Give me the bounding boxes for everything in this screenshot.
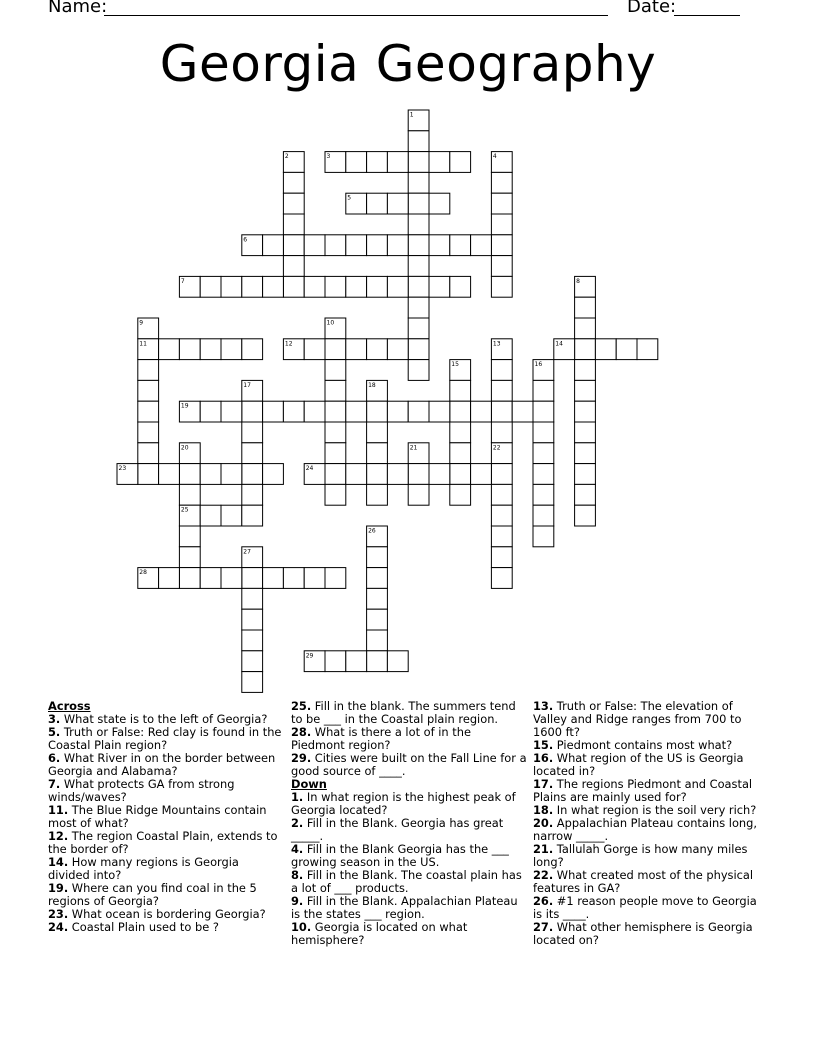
- grid-cell[interactable]: [159, 568, 180, 589]
- clue-item: [533, 700, 769, 739]
- clue-number: 20: [180, 444, 189, 452]
- grid-cell[interactable]: [575, 443, 596, 464]
- clue-number: 17: [243, 381, 251, 389]
- grid-cell[interactable]: [325, 464, 346, 485]
- clue-number: 19: [180, 402, 189, 410]
- clue-item-number: 25.: [291, 699, 312, 713]
- grid-cell[interactable]: [533, 464, 554, 485]
- grid-cell[interactable]: [450, 464, 471, 485]
- clue-item: [291, 869, 527, 895]
- grid-cell[interactable]: [325, 339, 346, 360]
- grid-cell[interactable]: [179, 484, 200, 505]
- grid-cell[interactable]: [200, 339, 221, 360]
- clue-item-number: 22.: [533, 868, 554, 882]
- grid-cell[interactable]: [408, 256, 429, 277]
- clue-item: [533, 895, 769, 921]
- grid-cell[interactable]: [533, 401, 554, 422]
- clue-number: 2: [284, 153, 289, 161]
- clue-item-number: 5.: [48, 725, 61, 739]
- grid-cell[interactable]: [138, 422, 159, 443]
- grid-cell[interactable]: [138, 401, 159, 422]
- clue-item: [291, 843, 527, 869]
- grid-cell[interactable]: [242, 651, 263, 672]
- grid-cell[interactable]: [242, 464, 263, 485]
- down-heading: Down: [291, 777, 327, 791]
- grid-cell[interactable]: [367, 547, 388, 568]
- grid-cell[interactable]: [367, 588, 388, 609]
- clue-item-text: Truth or False: The elevation of Valley and Ridge ranges from 700 to 1600 ft?: [533, 699, 742, 739]
- grid-cell[interactable]: [429, 464, 450, 485]
- clue-item-text: Fill in the Blank. The coastal plain has a lot of ___ products.: [291, 868, 522, 895]
- grid-cell[interactable]: [283, 235, 304, 256]
- clue-item-number: 9.: [291, 894, 304, 908]
- clue-number: 8: [576, 277, 580, 285]
- grid-cell[interactable]: [138, 380, 159, 401]
- grid-cell[interactable]: [283, 568, 304, 589]
- grid-cell[interactable]: [491, 193, 512, 214]
- across-heading: Across: [48, 699, 91, 713]
- grid-cell[interactable]: [491, 172, 512, 193]
- clue-number: 3: [326, 153, 331, 161]
- clue-item-number: 7.: [48, 777, 61, 791]
- clue-number: 7: [180, 277, 185, 285]
- grid-cell[interactable]: [367, 568, 388, 589]
- grid-cell[interactable]: [179, 568, 200, 589]
- grid-cell[interactable]: [491, 256, 512, 277]
- grid-cell[interactable]: [491, 526, 512, 547]
- grid-cell[interactable]: [325, 568, 346, 589]
- grid-cell[interactable]: [304, 568, 325, 589]
- grid-cell[interactable]: [575, 401, 596, 422]
- grid-cell[interactable]: [533, 505, 554, 526]
- grid-cell[interactable]: [325, 422, 346, 443]
- clue-item: [533, 921, 769, 947]
- clue-item-text: What other hemisphere is Georgia located on?: [533, 920, 753, 947]
- clue-number: 18: [368, 381, 376, 389]
- grid-cell[interactable]: [367, 484, 388, 505]
- grid-cell[interactable]: [283, 214, 304, 235]
- grid-cell[interactable]: [283, 193, 304, 214]
- grid-cell[interactable]: [283, 401, 304, 422]
- clue-item-number: 19.: [48, 881, 69, 895]
- clue-number: 14: [555, 340, 563, 348]
- clue-item: [48, 804, 284, 830]
- grid-cell[interactable]: [325, 235, 346, 256]
- clue-item-number: 27.: [533, 920, 554, 934]
- grid-cell[interactable]: [491, 360, 512, 381]
- clue-item-text: Tallulah Gorge is how many miles long?: [533, 842, 748, 869]
- grid-cell[interactable]: [408, 401, 429, 422]
- grid-cell[interactable]: [408, 464, 429, 485]
- grid-cell[interactable]: [221, 568, 242, 589]
- grid-cell[interactable]: [408, 360, 429, 381]
- grid-cell[interactable]: [221, 401, 242, 422]
- clue-item-text: Where can you find coal in the 5 regions of Georgia?: [48, 881, 257, 908]
- grid-cell[interactable]: [242, 484, 263, 505]
- clue-number: 9: [139, 319, 144, 327]
- grid-cell[interactable]: [200, 276, 221, 297]
- grid-cell[interactable]: [408, 235, 429, 256]
- grid-cell[interactable]: [637, 339, 658, 360]
- grid-cell[interactable]: [242, 443, 263, 464]
- grid-cell[interactable]: [471, 464, 492, 485]
- grid-cell[interactable]: [200, 505, 221, 526]
- grid-cell[interactable]: [179, 526, 200, 547]
- grid-cell[interactable]: [242, 630, 263, 651]
- grid-cell[interactable]: [179, 464, 200, 485]
- grid-cell[interactable]: [304, 235, 325, 256]
- grid-cell[interactable]: [242, 276, 263, 297]
- clue-column-1: [48, 700, 284, 934]
- grid-cell[interactable]: [387, 193, 408, 214]
- clue-item-number: 29.: [291, 751, 312, 765]
- grid-cell[interactable]: [304, 339, 325, 360]
- grid-cell[interactable]: [450, 380, 471, 401]
- clue-item-text: Truth or False: Red clay is found in the Coastal Plain region?: [48, 725, 282, 752]
- grid-cell[interactable]: [408, 318, 429, 339]
- grid-cell[interactable]: [221, 276, 242, 297]
- grid-cell[interactable]: [367, 152, 388, 173]
- clue-item-number: 28.: [291, 725, 312, 739]
- grid-cell[interactable]: [491, 464, 512, 485]
- clue-number: 13: [492, 340, 501, 348]
- grid-cell[interactable]: [325, 484, 346, 505]
- clue-item: [533, 752, 769, 778]
- grid-cell[interactable]: [387, 276, 408, 297]
- grid-cell[interactable]: [346, 235, 367, 256]
- grid-cell[interactable]: [200, 401, 221, 422]
- grid-cell[interactable]: [304, 276, 325, 297]
- clue-item-number: 3.: [48, 712, 61, 726]
- grid-cell[interactable]: [159, 339, 180, 360]
- grid-cell[interactable]: [367, 401, 388, 422]
- clue-item-number: 18.: [533, 803, 554, 817]
- clue-item-number: 11.: [48, 803, 69, 817]
- clue-item: [291, 700, 527, 726]
- clue-number: 1: [409, 111, 414, 119]
- clue-item: [48, 752, 284, 778]
- grid-cell[interactable]: [491, 568, 512, 589]
- grid-cell[interactable]: [533, 443, 554, 464]
- clue-item-text: #1 reason people move to Georgia is its ____.: [533, 894, 757, 921]
- grid-cell[interactable]: [450, 401, 471, 422]
- grid-cell[interactable]: [491, 235, 512, 256]
- clue-item-number: 17.: [533, 777, 554, 791]
- grid-cell[interactable]: [491, 505, 512, 526]
- grid-cell[interactable]: [387, 464, 408, 485]
- grid-cell[interactable]: [263, 568, 284, 589]
- grid-cell[interactable]: [408, 214, 429, 235]
- grid-cell[interactable]: [533, 422, 554, 443]
- clue-item-text: In what region is the soil very rich?: [553, 803, 757, 817]
- clue-item-number: 15.: [533, 738, 554, 752]
- clue-item-text: Piedmont contains most what?: [553, 738, 733, 752]
- clue-number: 10: [326, 319, 335, 327]
- grid-cell[interactable]: [450, 276, 471, 297]
- grid-cell[interactable]: [367, 422, 388, 443]
- clue-item-text: Fill in the Blank Georgia has the ___ growing season in the US.: [291, 842, 509, 869]
- grid-cell[interactable]: [450, 152, 471, 173]
- clue-item-number: 13.: [533, 699, 554, 713]
- grid-cell[interactable]: [138, 464, 159, 485]
- clue-item-number: 8.: [291, 868, 304, 882]
- clue-number: 24: [305, 465, 314, 473]
- clue-item-number: 24.: [48, 920, 69, 934]
- grid-cell[interactable]: [242, 422, 263, 443]
- grid-cell[interactable]: [408, 193, 429, 214]
- grid-cell[interactable]: [325, 276, 346, 297]
- grid-cell[interactable]: [221, 464, 242, 485]
- grid-cell[interactable]: [242, 568, 263, 589]
- clue-item-number: 16.: [533, 751, 554, 765]
- clue-number: 23: [118, 465, 127, 473]
- grid-cell[interactable]: [408, 297, 429, 318]
- grid-cell[interactable]: [387, 401, 408, 422]
- clue-number: 29: [305, 652, 314, 660]
- grid-cell[interactable]: [138, 443, 159, 464]
- grid-cell[interactable]: [263, 235, 284, 256]
- grid-cell[interactable]: [242, 339, 263, 360]
- clue-number: 27: [243, 548, 251, 556]
- grid-cell[interactable]: [429, 276, 450, 297]
- clue-number: 21: [409, 444, 418, 452]
- clue-number: 5: [347, 194, 352, 202]
- clue-item-text: What ocean is bordering Georgia?: [68, 907, 266, 921]
- date-label: Date:: [627, 0, 677, 17]
- grid-cell[interactable]: [491, 276, 512, 297]
- grid-cell[interactable]: [367, 193, 388, 214]
- clue-number: 11: [139, 340, 147, 348]
- grid-cell[interactable]: [512, 401, 533, 422]
- grid-cell[interactable]: [367, 464, 388, 485]
- clue-number: 4: [492, 153, 497, 161]
- grid-cell[interactable]: [575, 484, 596, 505]
- clue-item-text: Fill in the blank. The summers tend to be ___ in the Coastal plain region.: [291, 699, 516, 726]
- grid-cell[interactable]: [283, 276, 304, 297]
- grid-cell[interactable]: [367, 276, 388, 297]
- grid-cell[interactable]: [325, 380, 346, 401]
- grid-cell[interactable]: [575, 297, 596, 318]
- clue-number: 25: [180, 506, 189, 514]
- grid-cell[interactable]: [179, 339, 200, 360]
- grid-cell[interactable]: [429, 401, 450, 422]
- grid-cell[interactable]: [450, 443, 471, 464]
- grid-cell[interactable]: [429, 235, 450, 256]
- clue-item-number: 12.: [48, 829, 69, 843]
- clue-item-text: What state is to the left of Georgia?: [60, 712, 268, 726]
- grid-cell[interactable]: [242, 672, 263, 693]
- grid-cell[interactable]: [408, 131, 429, 152]
- clue-item: [291, 895, 527, 921]
- clue-item: [48, 726, 284, 752]
- grid-cell[interactable]: [346, 339, 367, 360]
- grid-cell[interactable]: [367, 651, 388, 672]
- grid-cell[interactable]: [346, 152, 367, 173]
- clue-item-number: 21.: [533, 842, 554, 856]
- grid-cell[interactable]: [387, 152, 408, 173]
- grid-cell[interactable]: [408, 152, 429, 173]
- grid-cell[interactable]: [159, 464, 180, 485]
- grid-cell[interactable]: [491, 547, 512, 568]
- grid-cell[interactable]: [491, 380, 512, 401]
- grid-cell[interactable]: [304, 401, 325, 422]
- clue-item-text: What created most of the physical features in GA?: [533, 868, 754, 895]
- clue-number: 12: [284, 340, 293, 348]
- clue-item-number: 20.: [533, 816, 554, 830]
- grid-cell[interactable]: [491, 484, 512, 505]
- grid-cell[interactable]: [325, 401, 346, 422]
- clue-item: [291, 791, 527, 817]
- grid-cell[interactable]: [242, 609, 263, 630]
- clue-item: [291, 726, 527, 752]
- clue-item: [533, 778, 769, 804]
- grid-cell[interactable]: [200, 464, 221, 485]
- clue-item-text: The regions Piedmont and Coastal Plains are mainly used for?: [533, 777, 753, 804]
- clue-item-text: In what region is the highest peak of Georgia located?: [291, 790, 516, 817]
- clue-item: [291, 817, 527, 843]
- grid-cell[interactable]: [575, 318, 596, 339]
- grid-cell[interactable]: [346, 401, 367, 422]
- grid-cell[interactable]: [346, 651, 367, 672]
- clue-item-text: The Blue Ridge Mountains contain most of what?: [48, 803, 267, 830]
- grid-cell[interactable]: [242, 505, 263, 526]
- grid-cell[interactable]: [575, 505, 596, 526]
- grid-cell[interactable]: [429, 193, 450, 214]
- grid-cell[interactable]: [325, 360, 346, 381]
- grid-cell[interactable]: [367, 630, 388, 651]
- clue-item: [533, 843, 769, 869]
- grid-cell[interactable]: [408, 339, 429, 360]
- clue-item-text: What River in on the border between Georgia and Alabama?: [48, 751, 276, 778]
- clue-item-text: The region Coastal Plain, extends to the border of?: [48, 829, 278, 856]
- grid-cell[interactable]: [471, 235, 492, 256]
- clue-item-number: 14.: [48, 855, 69, 869]
- grid-cell[interactable]: [263, 464, 284, 485]
- clue-item-text: Coastal Plain used to be ?: [68, 920, 219, 934]
- grid-cell[interactable]: [242, 588, 263, 609]
- grid-cell[interactable]: [367, 609, 388, 630]
- clue-item-text: How many regions is Georgia divided into?: [48, 855, 239, 882]
- grid-cell[interactable]: [242, 401, 263, 422]
- grid-cell[interactable]: [325, 651, 346, 672]
- clue-item-text: Appalachian Plateau contains long, narrow _____.: [533, 816, 758, 843]
- grid-cell[interactable]: [450, 235, 471, 256]
- grid-cell[interactable]: [408, 172, 429, 193]
- grid-cell[interactable]: [575, 422, 596, 443]
- grid-cell[interactable]: [491, 214, 512, 235]
- grid-cell[interactable]: [575, 360, 596, 381]
- grid-cell[interactable]: [491, 422, 512, 443]
- clue-item: [291, 921, 527, 947]
- clue-item: [48, 778, 284, 804]
- grid-cell[interactable]: [367, 443, 388, 464]
- clue-number: 28: [139, 569, 147, 577]
- grid-cell[interactable]: [533, 526, 554, 547]
- clue-item-text: Georgia is located on what hemisphere?: [291, 920, 468, 947]
- clue-number: 16: [534, 361, 543, 369]
- clue-item-text: Fill in the Blank. Georgia has great _____.: [291, 816, 504, 843]
- grid-cell[interactable]: [408, 484, 429, 505]
- grid-cell[interactable]: [387, 235, 408, 256]
- grid-cell[interactable]: [471, 401, 492, 422]
- clue-item: [533, 869, 769, 895]
- grid-cell[interactable]: [221, 505, 242, 526]
- clue-item: [48, 830, 284, 856]
- grid-cell[interactable]: [387, 651, 408, 672]
- clue-column-3: [533, 700, 769, 947]
- grid-cell[interactable]: [346, 464, 367, 485]
- clue-item-number: 23.: [48, 907, 69, 921]
- grid-cell[interactable]: [283, 172, 304, 193]
- grid-cell[interactable]: [200, 568, 221, 589]
- clue-item-number: 1.: [291, 790, 304, 804]
- name-label: Name:: [48, 0, 108, 17]
- grid-cell[interactable]: [429, 152, 450, 173]
- grid-cell[interactable]: [263, 276, 284, 297]
- grid-cell[interactable]: [138, 360, 159, 381]
- grid-cell[interactable]: [367, 235, 388, 256]
- clue-item-text: What protects GA from strong winds/waves?: [48, 777, 235, 804]
- grid-cell[interactable]: [533, 380, 554, 401]
- grid-cell[interactable]: [325, 443, 346, 464]
- page-title: Georgia Geography: [159, 35, 657, 93]
- grid-cell[interactable]: [575, 339, 596, 360]
- clue-item-number: 6.: [48, 751, 61, 765]
- grid-cell[interactable]: [408, 276, 429, 297]
- grid-cell[interactable]: [533, 484, 554, 505]
- clue-item: [48, 882, 284, 908]
- grid-cell[interactable]: [575, 464, 596, 485]
- grid-cell[interactable]: [387, 339, 408, 360]
- clue-item-number: 2.: [291, 816, 304, 830]
- clue-item: [533, 817, 769, 843]
- grid-cell[interactable]: [263, 401, 284, 422]
- clue-number: 26: [368, 527, 376, 535]
- clue-item-number: 10.: [291, 920, 312, 934]
- grid-cell[interactable]: [283, 256, 304, 277]
- grid-cell[interactable]: [367, 339, 388, 360]
- clue-column-2: [291, 700, 527, 947]
- clue-item: [291, 752, 527, 778]
- grid-cell[interactable]: [346, 276, 367, 297]
- grid-cell[interactable]: [575, 380, 596, 401]
- grid-cell[interactable]: [491, 401, 512, 422]
- grid-cell[interactable]: [450, 484, 471, 505]
- grid-cell[interactable]: [179, 547, 200, 568]
- clue-item-text: What region of the US is Georgia located in?: [533, 751, 744, 778]
- clue-item-text: Fill in the Blank. Appalachian Plateau is the states ___ region.: [291, 894, 518, 921]
- clue-item-text: Cities were built on the Fall Line for a good source of ____.: [291, 751, 527, 778]
- clue-number: 6: [243, 236, 248, 244]
- grid-cell[interactable]: [221, 339, 242, 360]
- grid-cell[interactable]: [595, 339, 616, 360]
- clue-number: 15: [451, 361, 459, 369]
- clue-number: 22: [492, 444, 501, 452]
- clue-item-text: What is there a lot of in the Piedmont region?: [291, 725, 471, 752]
- clue-item-number: 26.: [533, 894, 554, 908]
- clue-item: [48, 856, 284, 882]
- grid-cell[interactable]: [450, 422, 471, 443]
- clue-item: [48, 921, 284, 934]
- grid-cell[interactable]: [616, 339, 637, 360]
- clue-item-number: 4.: [291, 842, 304, 856]
